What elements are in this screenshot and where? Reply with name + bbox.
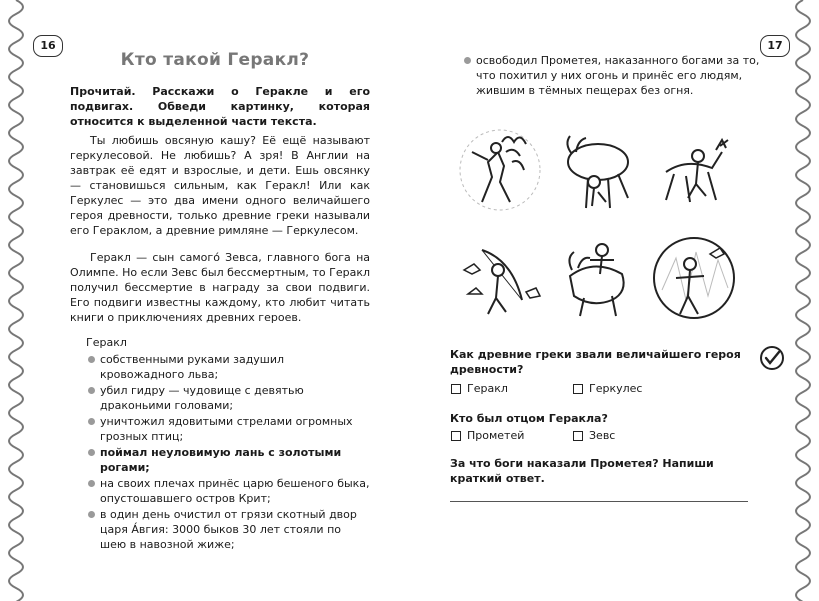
option-gerkules[interactable]: Геркулес (573, 382, 642, 395)
paragraph-1: Ты любишь овсяную кашу? Её ещё называют геркулесовой. Не любишь? А зря! В Англии на завтрак её едят и взрослые, и дети. Ешь овсянку — становишься сильным, как Геракл! Или как Геркулес — это два имени одного величайшего героя древности, только древние греки называли его Гераклом, а древние римляне — Геркулесом. (70, 134, 370, 237)
checkmark-icon (759, 345, 785, 371)
option-gerakl[interactable]: Геракл (451, 382, 508, 395)
paragraph-2: Геракл — сын самого́ Зевса, главного бога на Олимпе. Но если Зевс был бессмертным, то Геракл получил бессмертие в награду за свои подвиги. Его подвиги известны каждому, кто любит читать книги о приключениях древних героев. (70, 251, 370, 324)
question-3: За что боги наказали Прометея? Напиши краткий ответ. (450, 457, 714, 485)
page-number-right: 17 (760, 35, 790, 57)
question-2: Кто был отцом Геракла? (450, 412, 608, 425)
left-wavy-border (0, 0, 36, 601)
option-zevs[interactable]: Зевс (573, 429, 615, 442)
instruction-text: Прочитай. Расскажи о Геракле и его подвигах. Обведи картинку, которая относится к выделенной части текста. (70, 85, 370, 128)
answer-line[interactable] (450, 501, 748, 502)
checkbox[interactable] (451, 384, 461, 394)
option-prometey[interactable]: Прометей (451, 429, 524, 442)
illustration-prometheus[interactable] (646, 230, 742, 326)
page-number-left: 16 (33, 35, 63, 57)
deeds-list (86, 352, 370, 553)
illustration-birds[interactable] (452, 230, 548, 326)
deed-item-highlighted: поймал неуловимую лань с золотыми рогами; (86, 445, 370, 475)
illustration-cretan-bull[interactable] (548, 230, 644, 326)
right-wavy-border (783, 0, 819, 601)
illustration-hind[interactable] (646, 122, 742, 218)
deed-item: на своих плечах принёс царю бешеного быка, опустошавшего остров Крит; (86, 476, 370, 506)
list-label: Геракл (86, 336, 127, 349)
deeds-list-continued (462, 53, 762, 98)
checkbox[interactable] (573, 384, 583, 394)
deed-item: в один день очистил от грязи скотный двор царя А́вгия: 3000 быков 30 лет стояли по шею в навозной жиже; (86, 507, 370, 552)
question-1: Как древние греки звали величайшего героя древности? (450, 348, 741, 376)
deed-item: убил гидру — чудовище с девятью драконьими головами; (86, 383, 370, 413)
deed-item: уничтожил ядовитыми стрелами огромных грозных птиц; (86, 414, 370, 444)
deed-item: освободил Прометея, наказанного богами за то, что похитил у них огонь и принёс его людям, жившим в тёмных пещерах без огня. (462, 53, 762, 98)
checkbox[interactable] (573, 431, 583, 441)
illustration-hydra[interactable] (452, 122, 548, 218)
illustration-bull[interactable] (548, 122, 644, 218)
deed-item: собственными руками задушил кровожадного льва; (86, 352, 370, 382)
page-title: Кто такой Геракл? (120, 50, 310, 70)
checkbox[interactable] (451, 431, 461, 441)
